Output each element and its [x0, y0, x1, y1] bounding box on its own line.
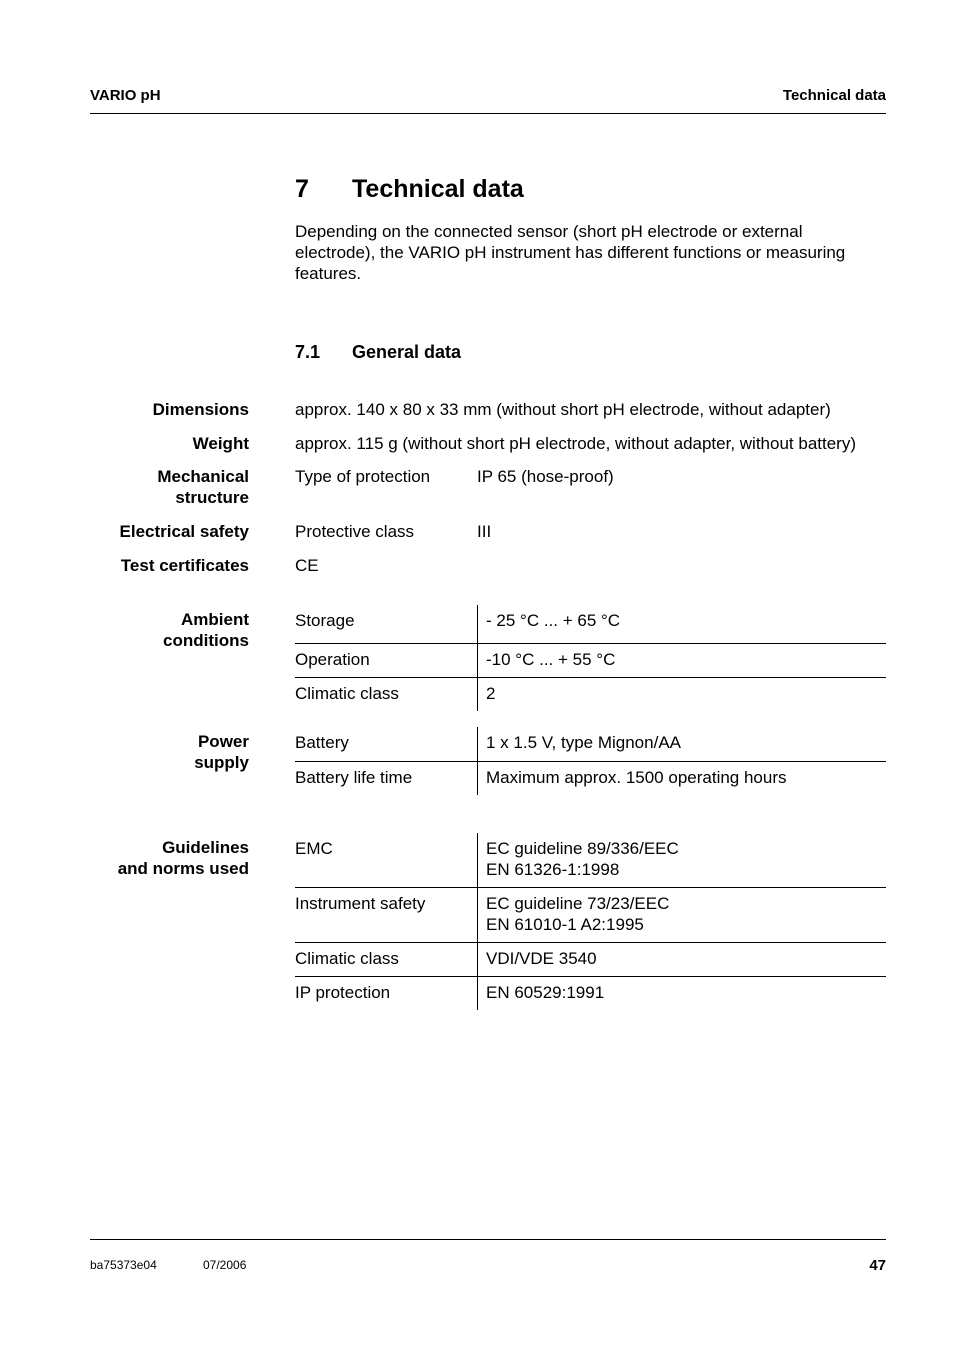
chapter-number: 7 — [295, 175, 309, 203]
power-battery-key: Battery — [295, 733, 349, 752]
guidelines-emc-value1: EC guideline 89/336/EEC — [486, 839, 679, 858]
certificates-label: Test certificates — [120, 556, 249, 575]
ambient-storage-key: Storage — [295, 611, 355, 630]
table-row — [295, 727, 886, 762]
power-table — [295, 727, 886, 795]
guidelines-ip-key: IP protection — [295, 977, 478, 1011]
footer-doc-id: ba75373e04 — [90, 1258, 157, 1272]
electrical-value: III — [477, 522, 492, 541]
weight-label: Weight — [192, 434, 249, 453]
table-row — [295, 888, 886, 943]
guidelines-emc-key: EMC — [295, 839, 333, 858]
mechanical-label-line2: structure — [175, 488, 249, 507]
ambient-operation-key: Operation — [295, 644, 478, 678]
guidelines-emc-value2: EN 61326-1:1998 — [486, 860, 620, 879]
section-number: 7.1 — [295, 342, 321, 362]
footer-rule — [90, 1239, 886, 1240]
mechanical-label-line1: Mechanical — [157, 467, 249, 486]
ambient-table — [295, 605, 886, 711]
table-row — [295, 678, 886, 712]
ambient-operation-value: -10 °C ... + 55 °C — [478, 644, 887, 678]
guidelines-safety-key: Instrument safety — [295, 888, 478, 943]
page-number: 47 — [869, 1257, 886, 1274]
table-row — [295, 762, 886, 796]
ambient-label — [163, 609, 249, 651]
guidelines-climatic-key: Climatic class — [295, 943, 478, 977]
guidelines-label — [118, 837, 249, 879]
table-row — [295, 943, 886, 977]
ambient-storage-value: - 25 °C ... + 65 °C — [478, 605, 887, 644]
mechanical-key: Type of protection — [295, 467, 431, 486]
power-battery-value: 1 x 1.5 V, type Mignon/AA — [478, 727, 887, 762]
ambient-climatic-value: 2 — [478, 678, 887, 712]
power-label-line1: Power — [197, 732, 249, 751]
table-row — [295, 644, 886, 678]
intro-paragraph: Depending on the connected sensor (short pH electrode or external electrode), the VARIO pH instrument has different functions or measuring features. — [295, 222, 846, 283]
chapter-title: Technical data — [352, 175, 524, 203]
power-label — [194, 731, 249, 773]
certificates-value: CE — [295, 556, 319, 575]
mechanical-value: IP 65 (hose-proof) — [477, 467, 614, 486]
ambient-label-line1: Ambient — [181, 610, 249, 629]
header-title: VARIO pH — [90, 87, 161, 104]
power-label-line2: supply — [194, 753, 249, 772]
guidelines-label-line2: and norms used — [117, 859, 249, 878]
guidelines-safety-value2: EN 61010-1 A2:1995 — [486, 915, 644, 934]
table-row — [295, 833, 886, 888]
guidelines-ip-value: EN 60529:1991 — [478, 977, 887, 1011]
table-row — [295, 977, 886, 1011]
dimensions-label: Dimensions — [152, 400, 249, 419]
electrical-key: Protective class — [295, 522, 415, 541]
electrical-label: Electrical safety — [119, 522, 249, 541]
guidelines-label-line1: Guidelines — [162, 838, 249, 857]
weight-value: approx. 115 g (without short pH electrode, without adapter, without battery) — [295, 434, 856, 453]
mechanical-label — [157, 466, 249, 508]
table-row — [295, 605, 886, 644]
section-title: General data — [352, 342, 462, 362]
ambient-climatic-key: Climatic class — [295, 678, 478, 712]
header-rule — [90, 113, 886, 114]
ambient-label-line2: conditions — [163, 631, 249, 650]
dimensions-value: approx. 140 x 80 x 33 mm (without short pH electrode, without adapter) — [295, 400, 831, 419]
guidelines-climatic-value: VDI/VDE 3540 — [478, 943, 887, 977]
footer-date: 07/2006 — [203, 1258, 247, 1272]
guidelines-safety-value1: EC guideline 73/23/EEC — [486, 894, 670, 913]
header-section: Technical data — [782, 87, 886, 104]
guidelines-table — [295, 833, 886, 1010]
power-lifetime-key: Battery life time — [295, 762, 478, 796]
power-lifetime-value: Maximum approx. 1500 operating hours — [478, 762, 887, 796]
